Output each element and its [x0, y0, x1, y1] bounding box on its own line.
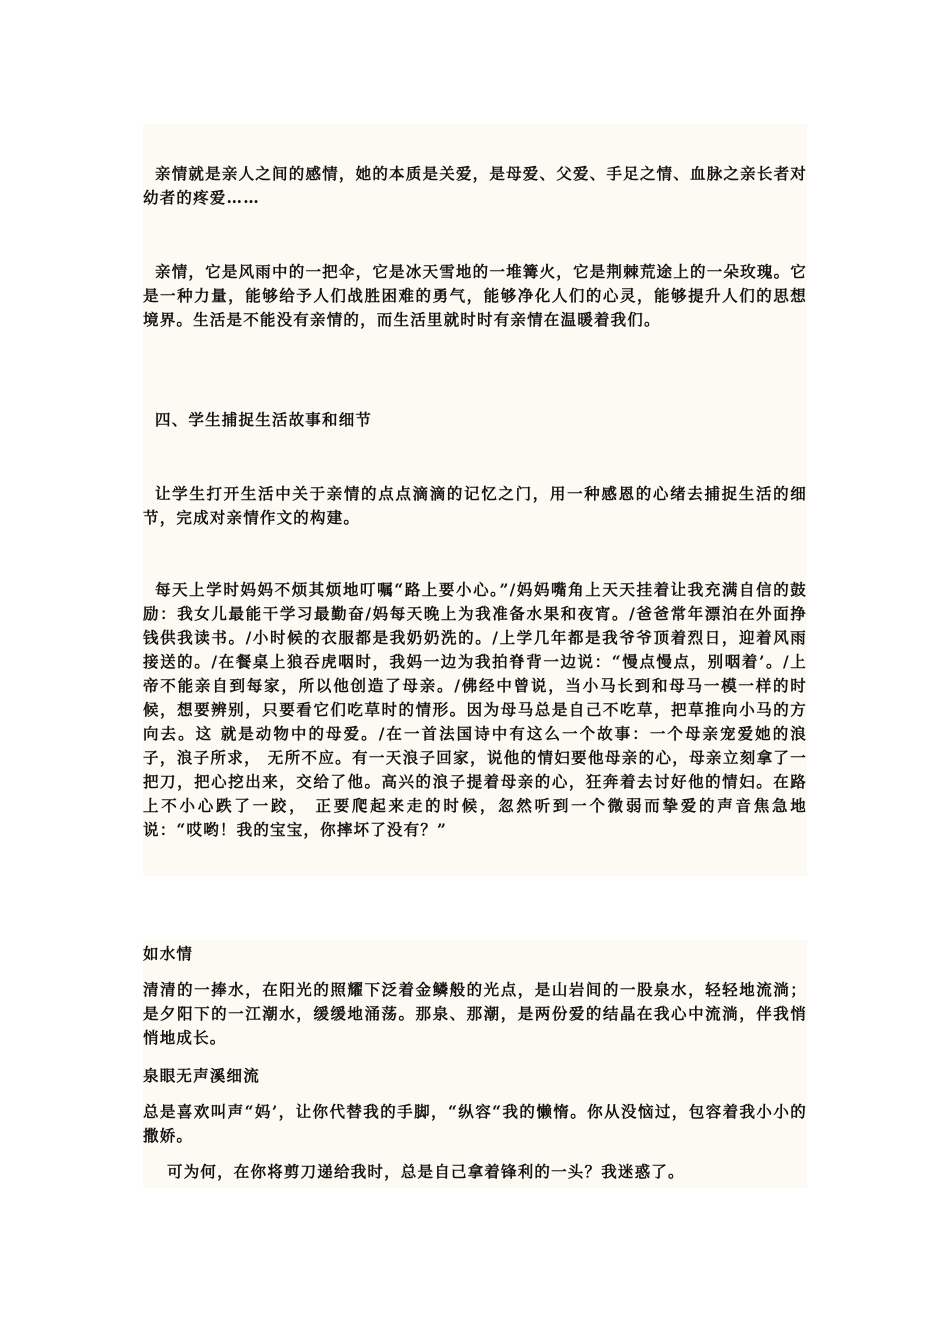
- paragraph-scissors: 可为何，在你将剪刀递给我时，总是自己拿着锋利的一头？我迷惑了。: [167, 1162, 685, 1181]
- paragraph-kinship-definition: 亲情就是亲人之间的感情，她的本质是关爱，是母爱、父爱、手足之情、血脉之亲长者对幼者的疼爱……: [143, 164, 807, 207]
- paragraph-kinship-metaphor: 亲情，它是风雨中的一把伞，它是冰天雪地的一堆篝火，它是荆棘荒途上的一朵玫瑰。它是一种力量，能够给予人们战胜困难的勇气，能够净化人们的心灵，能够提升人们的思想境界。生活是不能没有亲情的，而生活里就时时有亲情在温暖着我们。: [143, 262, 807, 329]
- paragraph-water: 清清的一捧水，在阳光的照耀下泛着金鳞般的光点，是山岩间的一股泉水，轻轻地流淌；是夕阳下的一江潮水，缓缓地涌荡。那泉、那潮，是两份爱的结晶在我心中流淌，伴我悄悄地成长。: [143, 980, 807, 1047]
- paragraph-life-examples: 每天上学时妈妈不烦其烦地叮嘱“路上要小心。”/妈妈嘴角上天天挂着让我充满自信的鼓励：我女儿最能干学习最勤奋/妈每天晚上为我准备水果和夜宵。/爸爸常年漂泊在外面挣 钱供我读书。/小时候的衣服都是我奶奶洗的。/上学几年都是我爷爷顶着烈日，迎着风雨接送的。/在餐桌上狼吞虎咽时，我妈一边为我拍脊背一边说：“慢点慢点，别咽着’。/上帝不能亲自到每家，所以他创造了母亲。/佛经中曾说，当小马长到和母马一模一样的时候，想要辨别，只要看它们吃草时的情形。因为母马总是自己不吃草，把草推向小马的方向去。这 就是动物中的母爱。/在一首法国诗中有这么一个故事：一个母亲宠爱她的浪子，浪子所求， 无所不应。有一天浪子回家，说他的情妇要他母亲的心，母亲立刻拿了一把刀，把心挖出来，交给了他。高兴的浪子提着母亲的心，狂奔着去讨好他的情妇。在路上不小心跌了一跤， 正要爬起来走的时候，忽然听到一个微弱而挚爱的声音焦急地说：“哎哟！我的宝宝，你摔坏了没有？”: [143, 580, 807, 839]
- paragraph-capture-details: 让学生打开生活中关于亲情的点点滴滴的记忆之门，用一种感恩的心绪去捕捉生活的细节，完成对亲情作文的构建。: [143, 484, 807, 527]
- top-text-block: [143, 124, 807, 876]
- subtitle-water-love: 如水情: [143, 944, 194, 963]
- paragraph-mom: 总是喜欢叫声“妈’，让你代替我的手脚，“纵容“我的懒惰。你从没恼过，包容着我小小的撒娇。: [143, 1102, 807, 1145]
- section-heading: 四、学生捕捉生活故事和细节: [155, 410, 373, 429]
- bottom-text-block: [143, 940, 807, 1188]
- subtitle-spring: 泉眼无声溪细流: [143, 1066, 260, 1085]
